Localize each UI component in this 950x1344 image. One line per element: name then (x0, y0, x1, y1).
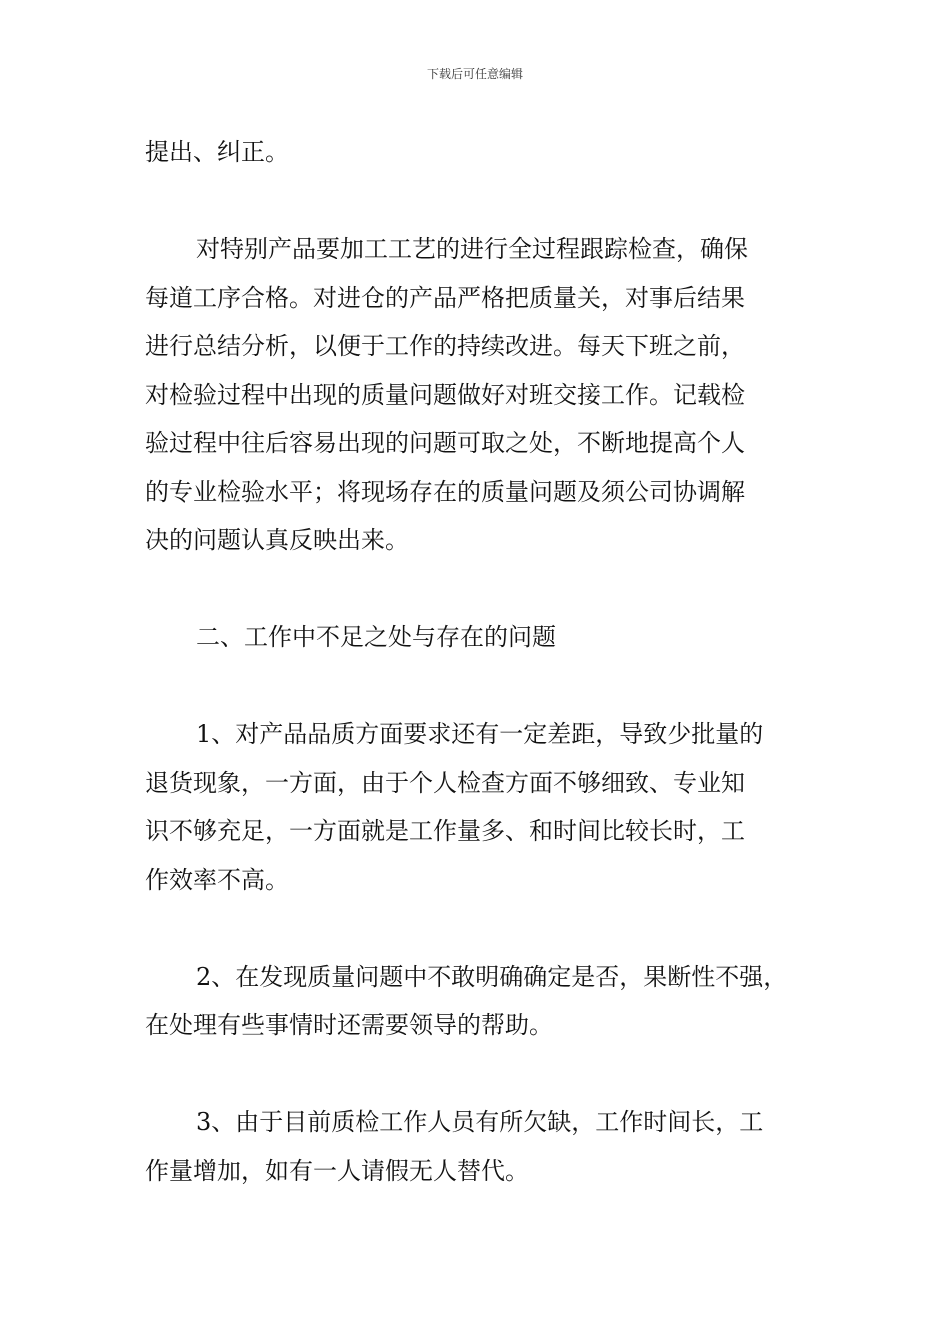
paragraph-line: 对检验过程中出现的质量问题做好对班交接工作。记载检 (145, 380, 745, 409)
paragraph-line: 每道工序合格。对进仓的产品严格把质量关，对事后结果 (145, 283, 745, 312)
paragraph-line: 决的问题认真反映出来。 (145, 526, 409, 554)
paragraph-line: 在处理有些事情时还需要领导的帮助。 (145, 1011, 553, 1039)
paragraph-line: 的专业检验水平；将现场存在的质量问题及须公司协调解 (145, 477, 745, 506)
paragraph-line: 验过程中往后容易出现的问题可取之处，不断地提高个人 (145, 429, 745, 457)
page-header: 下载后可任意编辑 (426, 67, 523, 81)
paragraph-line: 2、在发现质量问题中不敢明确确定是否，果断性不强， (196, 962, 788, 991)
paragraph-line: 识不够充足，一方面就是工作量多、和时间比较长时，工 (145, 817, 745, 845)
paragraph-line: 提出、纠正。 (145, 138, 289, 166)
paragraph-line: 作效率不高。 (145, 865, 289, 894)
document-body (145, 128, 820, 1195)
paragraph-line: 退货现象，一方面，由于个人检查方面不够细致、专业知 (145, 768, 745, 797)
paragraph-line: 3、由于目前质检工作人员有所欠缺，工作时间长，工 (196, 1108, 764, 1136)
paragraph-line: 1、对产品品质方面要求还有一定差距，导致少批量的 (196, 720, 764, 748)
section-heading: 二、工作中不足之处与存在的问题 (196, 623, 556, 651)
paragraph-line: 进行总结分析，以便于工作的持续改进。每天下班之前， (145, 332, 745, 360)
paragraph-line: 对特别产品要加工工艺的进行全过程跟踪检查，确保 (196, 235, 748, 263)
paragraph-line: 作量增加，如有一人请假无人替代。 (145, 1156, 529, 1185)
